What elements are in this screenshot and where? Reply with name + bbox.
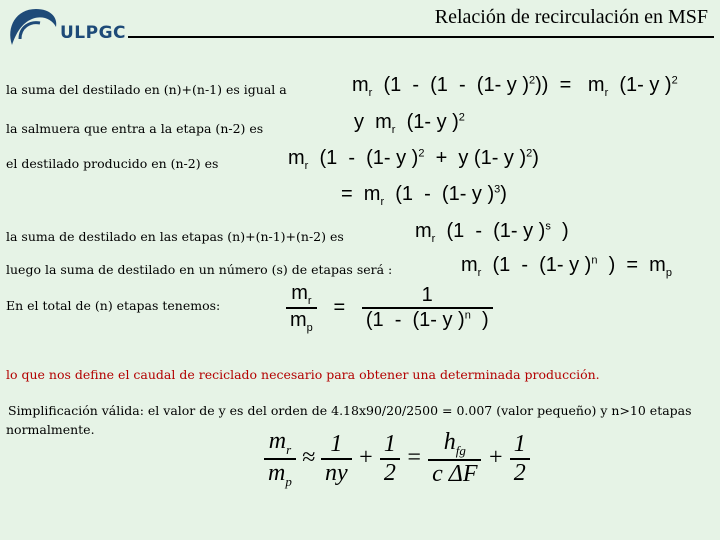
text-line-2: la salmuera que entra a la etapa (n‑2) es — [6, 121, 264, 136]
equation-8: $\frac{m_r}{m_p}$ ≈ $\frac{1}{ny}$ + $\frac{1}{2}$ = $\frac{h_{fg}}{\text{c ΔF}}$ + $\frac{1}{2}$ — [264, 428, 530, 490]
equation-5: $m_r$ (1 - (1- y )$^s$ ) — [415, 220, 569, 245]
equation-6: $m_r$ (1 - (1- y )$^n$ ) = $m_p$ — [461, 254, 672, 279]
equation-4: = $m_r$ (1 - (1- y )$^3$) — [341, 183, 507, 208]
title-divider — [128, 36, 714, 38]
equation-7: $\frac{m_r}{m_p}$ = $\frac{1}{(1 - (1- y )^n )}$ — [286, 282, 493, 334]
text-line-6: En el total de (n) etapas tenemos: — [6, 298, 221, 313]
text-line-5: luego la suma de destilado en un número (s) de etapas será : — [6, 262, 393, 277]
conclusion-text: lo que nos define el caudal de reciclado necesario para obtener una determinada producción. — [6, 367, 600, 382]
simplification-text: Simplificación válida: el valor de y es del orden de 4.18x90/20/2500 = 0.007 (valor pequeño) y n>10 etapas — [8, 403, 692, 418]
logo-text: ULPGC — [60, 23, 127, 43]
page-title: Relación de recirculación en MSF — [434, 6, 708, 28]
simplification-text-cont: normalmente. — [6, 422, 95, 437]
text-line-1: la suma del destilado en (n)+(n‑1) es igual a — [6, 82, 287, 97]
equation-1: $m_r$ (1 - (1 - (1- y )$^2)) = m_r$ (1- y )$^2$ — [352, 74, 678, 99]
text-line-4: la suma de destilado en las etapas (n)+(n‑1)+(n‑2) es — [6, 229, 344, 244]
ulpgc-logo-icon — [6, 5, 62, 49]
text-line-3: el destilado producido en (n‑2) es — [6, 156, 219, 171]
equation-3: $m_r$ (1 - (1- y )$^2$ + y (1- y )$^2$) — [288, 147, 539, 172]
equation-2: y $m_r$ (1- y )$^2$ — [354, 111, 465, 136]
